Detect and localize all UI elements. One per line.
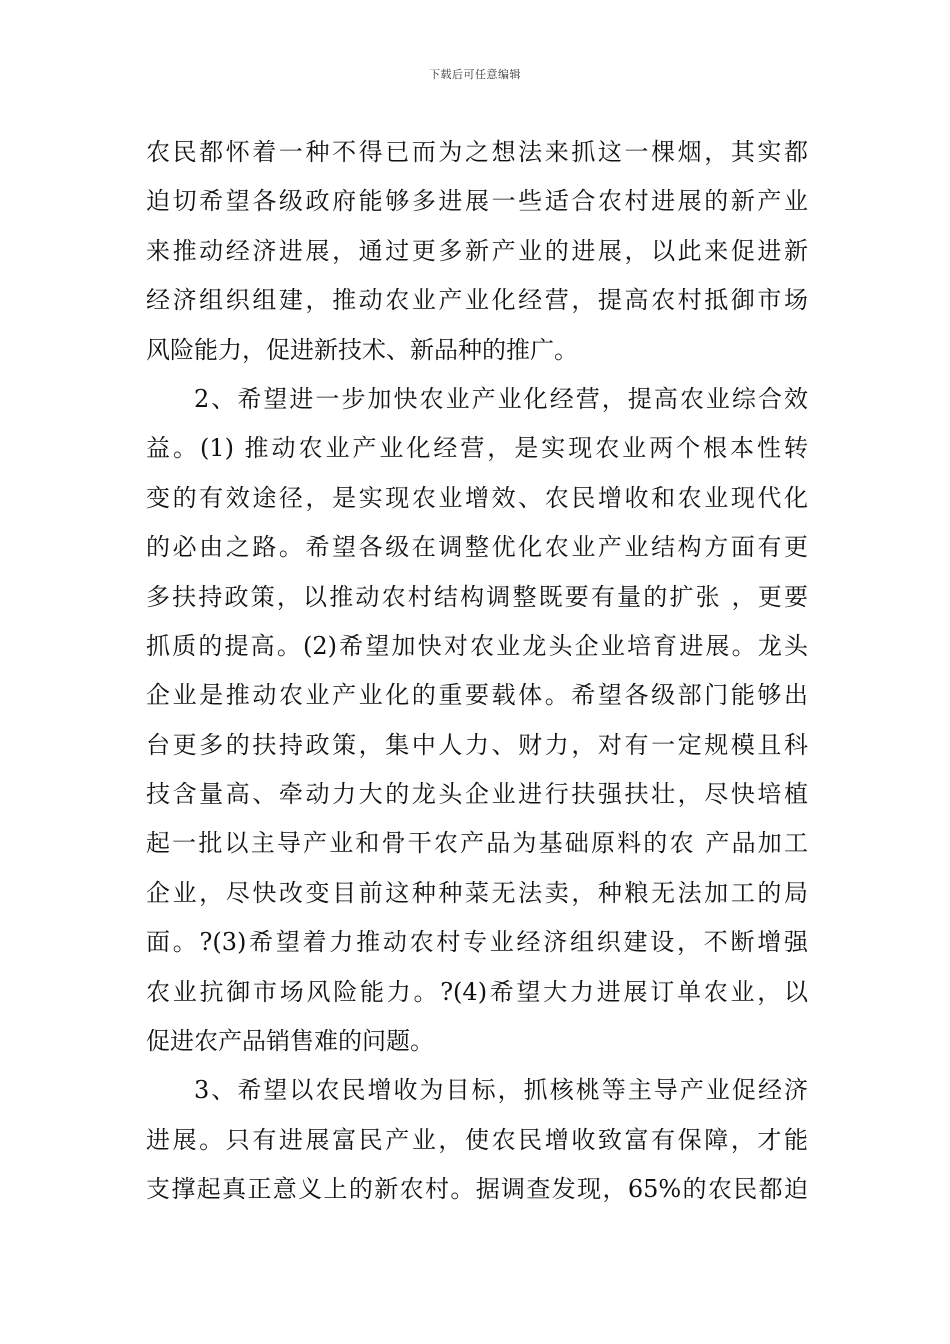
text-line: 台更多的扶持政策，集中人力、财力，对有一定规模且科 [146,730,808,759]
text-line: 2、希望进一步加快农业产业化经营，提高农业综合效 [194,384,808,413]
text-line: 风险能力，促进新技术、新品种的推广。 [146,335,578,364]
text-line: 变的有效途径，是实现农业增效、农民增收和农业现代化 [146,483,808,512]
text-line: 多扶持政策，以推动农村结构调整既要有量的扩张 ，更要 [146,582,808,611]
text-line: 企业是推动农业产业化的重要载体。希望各级部门能够出 [146,681,808,710]
text-line: 促进农产品销售难的问题。 [146,1027,434,1056]
text-line: 的必由之路。希望各级在调整优化农业产业结构方面有更 [146,533,808,562]
text-line: 农业抗御市场风险能力。?(4)希望大力进展订单农业，以 [146,977,808,1006]
text-line: 进展。只有进展富民产业，使农民增收致富有保障，才能 [146,1125,808,1154]
text-line: 经济组织组建，推动农业产业化经营，提高农村抵御市场 [146,286,808,315]
document-body [146,128,808,1215]
text-line: 支撑起真正意义上的新农村。据调查发现，65%的农民都迫 [146,1175,808,1204]
text-line: 迫切希望各级政府能够多进展一些适合农村进展的新产业 [146,187,808,216]
text-line: 起一批以主导产业和骨干农产品为基础原料的农 产品加工 [146,829,808,858]
text-line: 技含量高、牵动力大的龙头企业进行扶强扶壮，尽快培植 [146,780,808,809]
text-line: 来推动经济进展，通过更多新产业的进展，以此来促进新 [146,236,808,265]
text-line: 企业，尽快改变目前这种种菜无法卖，种粮无法加工的局 [146,878,808,907]
text-line: 抓质的提高。(2)希望加快对农业龙头企业培育进展。龙头 [146,631,808,660]
text-line: 农民都怀着一种不得已而为之想法来抓这一棵烟，其实都 [146,138,808,166]
page-header: 下载后可任意编辑 [429,68,521,81]
text-line: 3、希望以农民增收为目标，抓核桃等主导产业促经济 [194,1076,808,1105]
text-line: 面。?(3)希望着力推动农村专业经济组织建设，不断增强 [146,928,808,957]
text-line: 益。(1) 推动农业产业化经营，是实现农业两个根本性转 [146,434,808,463]
